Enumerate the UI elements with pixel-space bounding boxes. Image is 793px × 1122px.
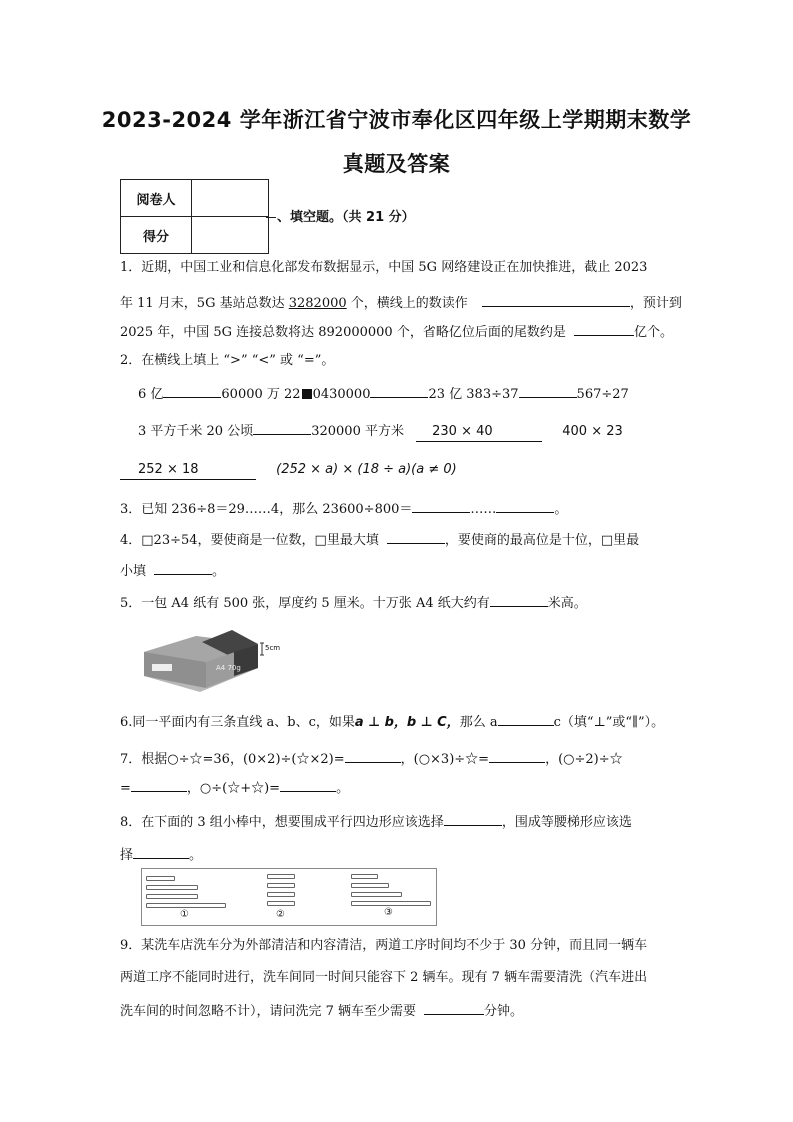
document-title-line1: 2023-2024 学年浙江省宁波市奉化区四年级上学期期末数学 — [101, 108, 692, 132]
reviewer-field[interactable] — [192, 180, 269, 217]
q2-stem: 2．在横线上填上 “>” “<” 或 “=”。 — [120, 353, 335, 368]
q2-expr: 567÷27 — [576, 387, 629, 402]
q3-line — [120, 498, 567, 519]
stick — [267, 883, 295, 888]
q2-expr: 320000 平方米 — [311, 424, 404, 439]
stick — [267, 892, 295, 897]
q2-expr-blank[interactable]: 230 × 40 — [416, 423, 542, 442]
q8-text: 8．在下面的 3 组小棒中，想要围成平行四边形应该选择 — [120, 815, 444, 830]
q9-answer-blank[interactable] — [424, 1000, 484, 1015]
q2-expr: 23 亿 383÷37 — [428, 387, 519, 402]
stick — [351, 901, 431, 906]
q6-math: a ⊥ b，b ⊥ C， — [354, 715, 460, 730]
q7-line2 — [120, 777, 349, 798]
section-dash — [266, 217, 276, 218]
q4-answer-blank-1[interactable] — [387, 529, 445, 544]
q9-text: 洗车间的时间忽略不计），请问洗完 7 辆车至少需要 — [120, 1004, 417, 1019]
q2-row2 — [138, 420, 623, 442]
section-heading-text: 、填空题。（共 21 分） — [277, 210, 415, 225]
q9-line1: 9．某洗车店洗车分为外部清洁和内容清洁，两道工序时间均不少于 30 分钟，而且同一辆车 — [120, 938, 648, 953]
q9-line3 — [120, 1000, 523, 1021]
q2-expr: 3 平方千米 20 公顷 — [138, 424, 254, 439]
thickness-label: 5cm — [265, 644, 281, 652]
q1-text: 年 11 月末，5G 基站总数达 — [120, 296, 289, 311]
group-label-1: ① — [180, 909, 189, 920]
q4-line1 — [120, 529, 639, 550]
stick — [146, 903, 226, 908]
q8-line2 — [120, 844, 202, 865]
section-heading — [266, 206, 415, 225]
q2-expr: 0430000 — [312, 387, 371, 402]
reviewer-label: 阅卷人 — [121, 180, 192, 217]
q1-text: 亿个。 — [633, 325, 673, 340]
q6-line — [120, 711, 664, 732]
q3-text: 。 — [554, 502, 568, 517]
q1-answer-blank-1[interactable] — [482, 292, 630, 307]
score-label: 得分 — [121, 217, 192, 254]
score-field[interactable] — [192, 217, 269, 254]
stick — [351, 874, 378, 879]
q9-text: 分钟。 — [484, 1004, 524, 1019]
q8-answer-blank-2[interactable] — [133, 844, 189, 859]
q1-line1: 1．近期，中国工业和信息化部发布数据显示，中国 5G 网络建设正在加快推进，截止 2023 — [120, 260, 648, 275]
q8-answer-blank-1[interactable] — [444, 811, 502, 826]
q2-answer-blank-3[interactable] — [519, 383, 577, 398]
q7-answer-blank-4[interactable] — [280, 777, 336, 792]
score-table — [120, 179, 269, 254]
q2-expr: 60000 万 22 — [221, 387, 301, 402]
q1-number: 3282000 — [288, 296, 347, 311]
q7-line1 — [120, 748, 623, 769]
stick — [267, 901, 295, 906]
q6-answer-blank[interactable] — [498, 711, 554, 726]
q2-expr: 6 亿 — [138, 387, 164, 402]
q3-text: …… — [470, 502, 497, 517]
q2-expr: (252 × a) × (18 ÷ a)(a ≠ 0) — [276, 462, 457, 477]
q8-text: 择 — [120, 848, 134, 863]
q7-answer-blank-2[interactable] — [489, 748, 545, 763]
q2-row3 — [120, 461, 457, 480]
ink-blot-square — [302, 389, 312, 399]
stick-groups-figure — [141, 868, 437, 926]
q1-text: 个，横线上的数读作 — [346, 296, 468, 311]
score-row-score — [121, 217, 269, 254]
q5-line — [120, 592, 587, 613]
stick — [146, 894, 198, 899]
q7-text: 7．根据○÷☆=36，(0×2)÷(☆×2)= — [120, 752, 345, 767]
q5-answer-blank[interactable] — [490, 592, 548, 607]
q6-text: c（填“⊥”或“∥”）。 — [553, 715, 665, 730]
q2-answer-blank-2[interactable] — [370, 383, 428, 398]
q2-answer-blank-1[interactable] — [163, 383, 221, 398]
a4-paper-pack-image — [140, 622, 280, 694]
q2-expr: 400 × 23 — [562, 424, 623, 439]
q4-text: ，要使商的最高位是十位，□里最 — [444, 533, 640, 548]
q6-text: 6.同一平面内有三条直线 a、b、c，如果 — [120, 715, 355, 730]
q2-row1 — [138, 383, 629, 404]
q2-answer-blank-4[interactable] — [253, 420, 311, 435]
group-label-2: ② — [276, 909, 285, 920]
q1-line2 — [120, 292, 682, 313]
q4-text: 4．□23÷54，要使商是一位数，□里最大填 — [120, 533, 379, 548]
q1-line3 — [120, 321, 673, 342]
stick — [351, 883, 389, 888]
stick — [146, 885, 198, 890]
q4-answer-blank-2[interactable] — [154, 560, 212, 575]
q7-answer-blank-3[interactable] — [131, 777, 187, 792]
q3-text: 3．已知 236÷8＝29……4，那么 23600÷800＝ — [120, 502, 413, 517]
q1-text: ，预计到 — [629, 296, 682, 311]
q4-text: 小填 — [120, 564, 147, 579]
q9-line2: 两道工序不能同时进行，洗车间同一时间只能容下 2 辆车。现有 7 辆车需要清洗（汽车进出 — [120, 970, 648, 985]
stick — [146, 876, 175, 881]
q4-text: 。 — [212, 564, 226, 579]
q7-text: = — [120, 781, 131, 796]
q8-text: 。 — [189, 848, 203, 863]
document-title-line2: 真题及答案 — [342, 152, 451, 176]
q8-line1 — [120, 811, 632, 832]
q5-text: 5．一包 A4 纸有 500 张，厚度约 5 厘米。十万张 A4 纸大约有 — [120, 596, 490, 611]
q4-line2 — [120, 560, 225, 581]
q8-text: ，围成等腰梯形应该选 — [501, 815, 632, 830]
paper-box-text: A4 70g — [216, 664, 241, 672]
q7-text: ，(○÷2)÷☆ — [545, 752, 623, 767]
stick — [267, 874, 295, 879]
score-row-reviewer — [121, 180, 269, 217]
q7-answer-blank-1[interactable] — [345, 748, 401, 763]
q7-text: ，○÷(☆+☆)= — [186, 781, 281, 796]
q2-expr-blank[interactable]: 252 × 18 — [120, 461, 256, 480]
q1-answer-blank-2[interactable] — [574, 321, 634, 336]
q7-text: 。 — [336, 781, 350, 796]
stick — [351, 892, 402, 897]
group-label-3: ③ — [384, 907, 393, 918]
q5-text: 米高。 — [547, 596, 587, 611]
q1-text: 2025 年，中国 5G 连接总数将达 892000000 个，省略亿位后面的尾数约是 — [120, 325, 566, 340]
q6-text: 那么 a — [459, 715, 498, 730]
q3-answer-blank-1[interactable] — [412, 498, 470, 513]
q3-answer-blank-2[interactable] — [496, 498, 554, 513]
q7-text: ，(○×3)÷☆= — [400, 752, 490, 767]
